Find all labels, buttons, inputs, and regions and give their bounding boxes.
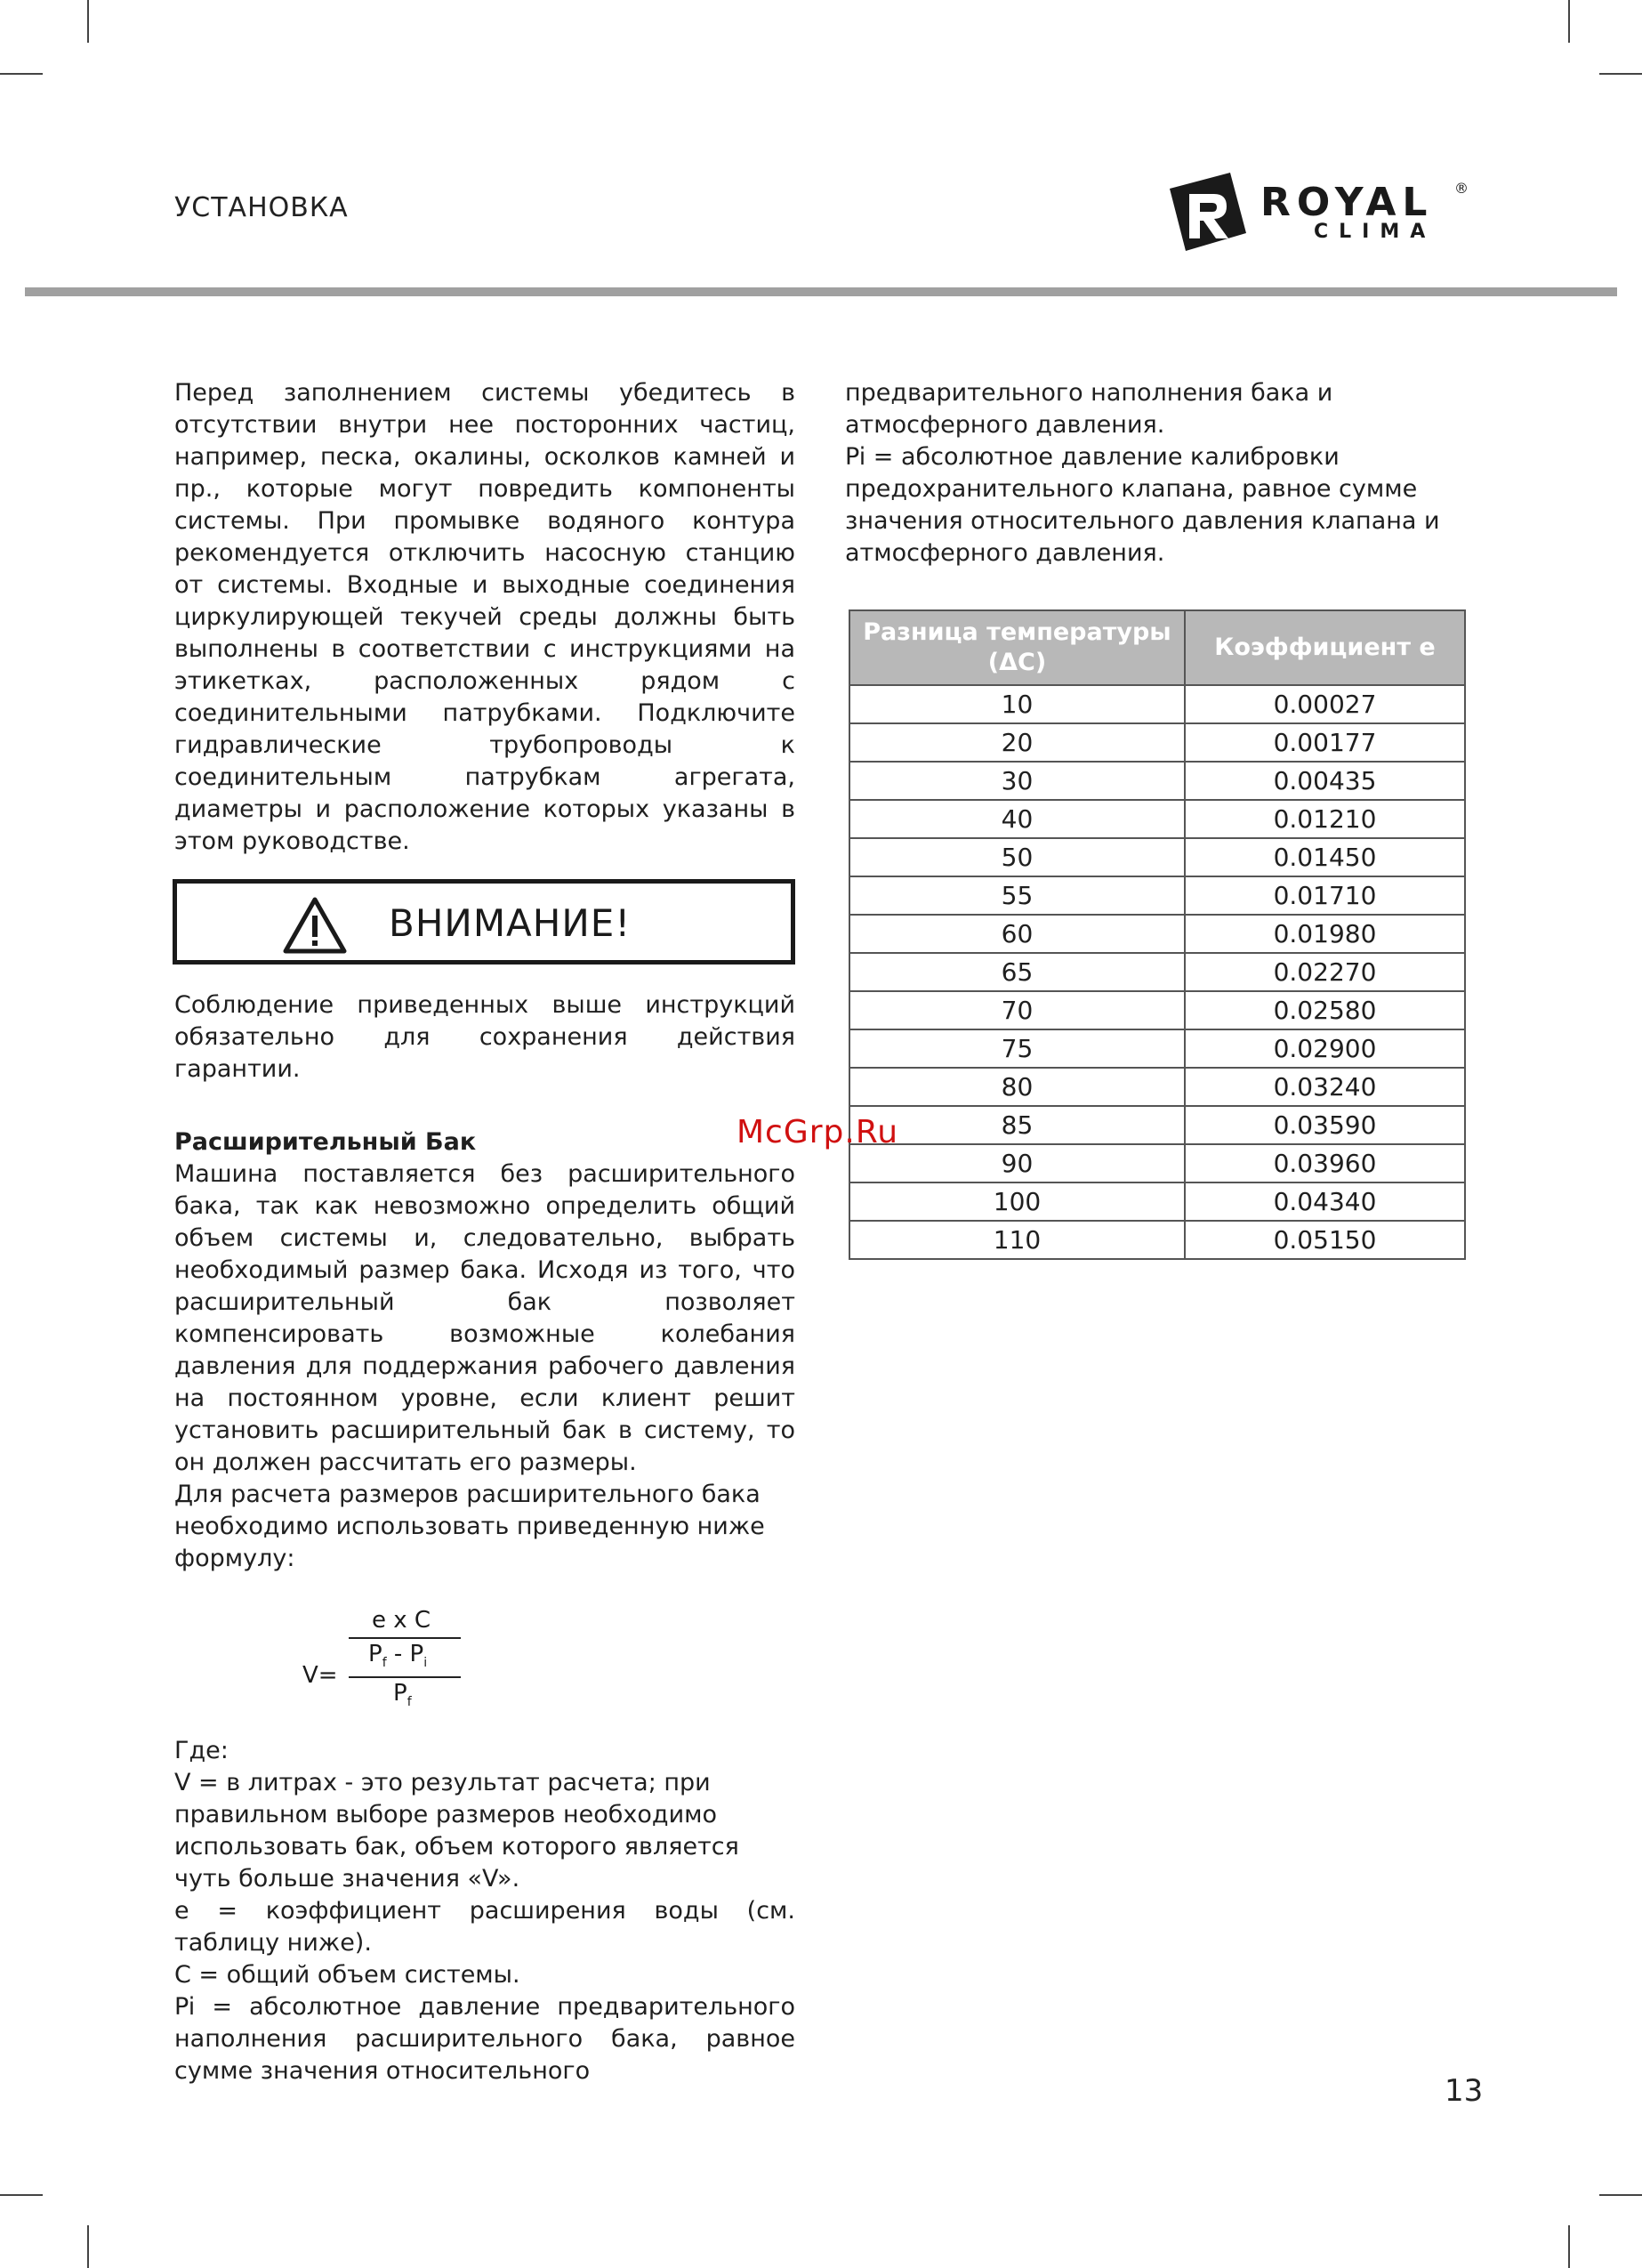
temperature-difference-cell: 75 [849, 1029, 1185, 1068]
where-title: Где: [174, 1737, 229, 1764]
temperature-difference-cell: 60 [849, 915, 1185, 953]
warning-note-text: Соблюдение приведенных выше инструкций обязательно для сохранения действия гарантии. [174, 991, 795, 1083]
coefficient-cell: 0.01210 [1185, 800, 1465, 838]
where-v: V = в литрах - это результат расчета; при правильном выборе размеров необходимо использовать бак, объем которого является чуть больше значения «V». [174, 1769, 739, 1893]
where-e: e = коэффициент расширения воды (см. таблицу ниже). [174, 1897, 795, 1957]
crop-mark [1599, 73, 1642, 75]
formula-middle-p: P [368, 1641, 382, 1667]
table-row [849, 838, 1465, 876]
formula-lhs: V= [302, 1662, 338, 1689]
temperature-difference-cell: 50 [849, 838, 1185, 876]
formula-middle-sub-f: f [382, 1656, 387, 1671]
formula-denominator-p: P [393, 1680, 407, 1707]
coefficient-cell: 0.03240 [1185, 1068, 1465, 1106]
section-title: УСТАНОВКА [174, 192, 349, 223]
table-row [849, 1029, 1465, 1068]
temperature-difference-cell: 100 [849, 1182, 1185, 1221]
temperature-difference-cell: 110 [849, 1221, 1185, 1259]
temperature-difference-cell: 80 [849, 1068, 1185, 1106]
table-row [849, 915, 1465, 953]
formula-inner-rule [349, 1637, 461, 1639]
tank-paragraph-1: Машина поставляется без расширительного бака, так как невозможно определить общий объем системы и, следовательно, выбрать необходимый размер бака. Исходя из того, что расширительный бак позволяет компенсировать возможные колебания давления для поддержания рабочего давления на постоянном уровне, если клиент решит установить расширительный бак в систему, то он должен рассчитать его размеры. [174, 1160, 795, 1476]
temperature-difference-cell: 90 [849, 1144, 1185, 1182]
table-row [849, 1144, 1465, 1182]
coefficient-cell: 0.02580 [1185, 991, 1465, 1029]
coefficient-cell: 0.02270 [1185, 953, 1465, 991]
formula-legend [174, 1735, 795, 2087]
header-rule [25, 287, 1617, 296]
table-row [849, 723, 1465, 762]
crop-mark [0, 2194, 43, 2196]
registered-mark: ® [1454, 180, 1469, 197]
crop-mark [87, 2225, 89, 2268]
coefficient-cell: 0.05150 [1185, 1221, 1465, 1259]
formula-numerator: e x C [372, 1607, 431, 1634]
intro-paragraph [174, 377, 795, 858]
warning-note [174, 989, 795, 1086]
intro-text: Перед заполнением системы убедитесь в отсутствии внутри нее посторонних частиц, например, песка, окалины, осколков камней и пр., которые могут повредить компоненты системы. При промывке водяного контура рекомендуется отключить насосную станцию от системы. Входные и выходные соединения циркулирующей текучей среды должны быть выполнены в соответствии с инструкциями на этикетках, расположенных рядом с соединительными патрубками. Подключите гидравлические трубопроводы к соединительным патрубкам агрегата, диаметры и расположение которых указаны в этом руководстве. [174, 379, 795, 855]
royal-clima-r-emblem-icon [1161, 169, 1250, 258]
coefficient-cell: 0.00435 [1185, 762, 1465, 800]
coefficient-cell: 0.04340 [1185, 1182, 1465, 1221]
coefficient-cell: 0.00177 [1185, 723, 1465, 762]
where-pi: Pi = абсолютное давление предварительного наполнения расширительного бака, равное сумме значения относительного [174, 1993, 795, 2085]
tank-paragraph-2: Для расчета размеров расширительного бака необходимо использовать приведенную ниже формулу: [174, 1481, 765, 1572]
expansion-coefficient-table [849, 609, 1466, 1260]
crop-mark [87, 0, 89, 43]
table-row [849, 1182, 1465, 1221]
table-row [849, 953, 1465, 991]
table-row [849, 991, 1465, 1029]
temperature-difference-cell: 40 [849, 800, 1185, 838]
coefficient-cell: 0.01980 [1185, 915, 1465, 953]
tank-formula [294, 1603, 489, 1728]
temperature-difference-cell: 55 [849, 876, 1185, 915]
header-temperature-difference: Разница температуры (ΔC) [849, 610, 1185, 685]
brand-logo [1161, 169, 1472, 258]
right-continuation: предварительного наполнения бака и атмосферного давления. [845, 379, 1333, 439]
formula-denominator [393, 1680, 412, 1709]
temperature-difference-cell: 65 [849, 953, 1185, 991]
temperature-difference-cell: 10 [849, 685, 1185, 723]
temperature-difference-cell: 30 [849, 762, 1185, 800]
warning-label: ВНИМАНИЕ! [389, 901, 632, 945]
watermark: McGrp.Ru [736, 1114, 899, 1150]
table-row [849, 1068, 1465, 1106]
right-column-text [845, 377, 1468, 569]
coefficient-cell: 0.01710 [1185, 876, 1465, 915]
formula-middle-sub-i: i [423, 1656, 428, 1671]
coefficient-cell: 0.02900 [1185, 1029, 1465, 1068]
table-row [849, 876, 1465, 915]
expansion-tank-section [174, 1126, 795, 1575]
table-row [849, 1106, 1465, 1144]
where-c: C = общий объем системы. [174, 1961, 520, 1989]
table-header-row [849, 610, 1465, 685]
formula-main-rule [349, 1676, 461, 1678]
formula-middle-minus: - P [386, 1641, 424, 1667]
tank-heading: Расширительный Бак [174, 1128, 477, 1156]
temperature-difference-cell: 85 [849, 1106, 1185, 1144]
crop-mark [1568, 0, 1570, 43]
brand-subname: CLIMA [1314, 221, 1437, 243]
coefficient-cell: 0.01450 [1185, 838, 1465, 876]
crop-mark [1568, 2225, 1570, 2268]
warning-triangle-icon [282, 896, 348, 955]
formula-denominator-sub: f [406, 1695, 412, 1710]
right-pi: Pi = абсолютное давление калибровки предохранительного клапана, равное сумме значения относительного давления клапана и атмосферного давления. [845, 443, 1440, 567]
table-row [849, 762, 1465, 800]
table-row [849, 685, 1465, 723]
header-coefficient: Коэффициент е [1185, 610, 1465, 685]
coefficient-cell: 0.03590 [1185, 1106, 1465, 1144]
table-row [849, 1221, 1465, 1259]
coefficient-cell: 0.00027 [1185, 685, 1465, 723]
warning-box [173, 879, 795, 965]
formula-middle [368, 1641, 427, 1670]
temperature-difference-cell: 70 [849, 991, 1185, 1029]
crop-mark [1599, 2194, 1642, 2196]
temperature-difference-cell: 20 [849, 723, 1185, 762]
table-row [849, 800, 1465, 838]
coefficient-cell: 0.03960 [1185, 1144, 1465, 1182]
page-number: 13 [1445, 2073, 1484, 2109]
crop-mark [0, 73, 43, 75]
brand-name: ROYAL [1260, 180, 1434, 225]
